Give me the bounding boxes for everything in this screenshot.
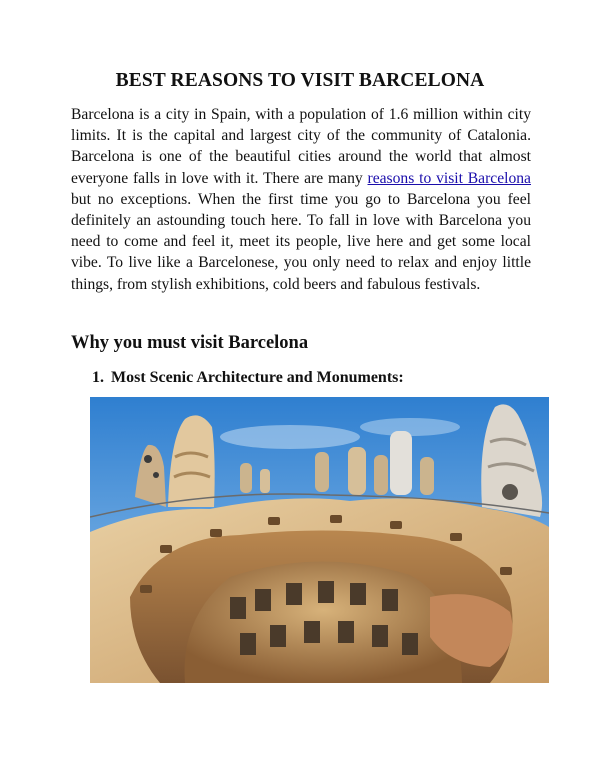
section-heading: Why you must visit Barcelona [71, 333, 309, 353]
page-title: BEST REASONS TO VISIT BARCELONA [115, 70, 485, 91]
casa-mila-rooftop-photo [90, 397, 549, 683]
reasons-link[interactable]: reasons to visit Barcelona [367, 169, 531, 187]
list-item-text: Most Scenic Architecture and Monuments: [111, 369, 404, 386]
intro-text-end: but no exceptions. When the first time you go to Barcelona you feel definitely an astounding touch here. To fall in love with Barcelona you need to come and feel it, meet its people, live here and get some local vibe. To live like a Barcelonese, you only need to relax and enjoy little things, from stylish exhibitions, cold beers and fabulous festivals. [71, 190, 531, 293]
cloud [360, 418, 460, 436]
intro-paragraph [71, 104, 531, 295]
cloud [220, 425, 360, 449]
list-item-number: 1. [92, 369, 104, 386]
list-item [92, 369, 404, 387]
intro-text-start: Barcelona is a city in Spain, with a population of 1.6 million within city limits. It is the capital and largest city of the community of Catalonia. Barcelona is one of the beautiful cities around the world that almost everyone falls in love with it. There are many [71, 106, 531, 187]
rooftop-illustration [90, 397, 549, 683]
